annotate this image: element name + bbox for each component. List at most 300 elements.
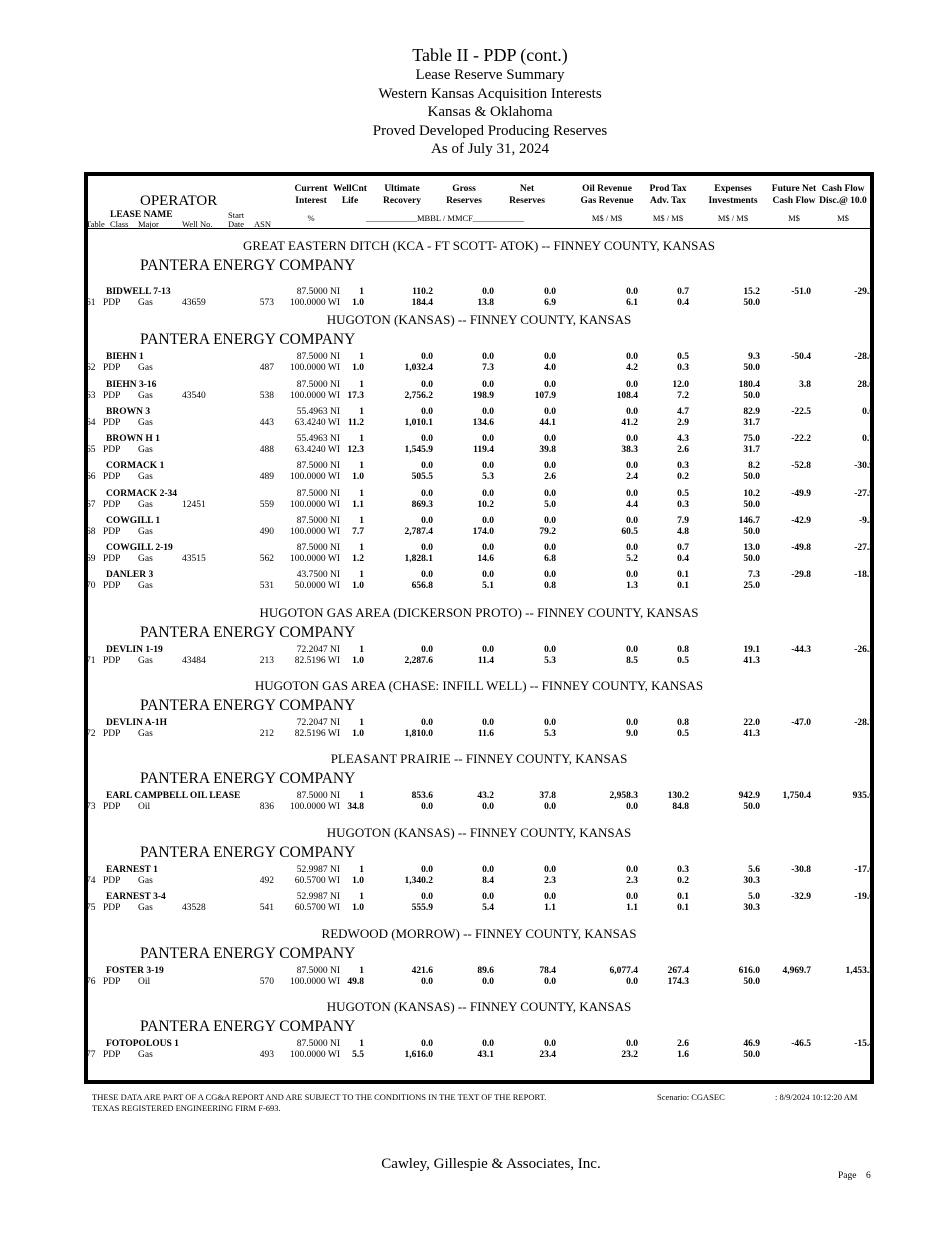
cell-exp2: 31.7 [743,445,760,455]
cell-ult1: 0.0 [421,461,433,471]
cell-table: 76 [86,977,96,987]
cell-tax2: 0.4 [677,298,689,308]
cell-major: Gas [138,298,153,308]
lease-row [86,352,874,376]
cell-rev1: 0.0 [626,718,638,728]
operator-name: PANTERA ENERGY COMPANY [140,331,356,348]
cell-fn: -50.4 [791,352,811,362]
cell-cf: 1,453.3 [845,966,874,976]
cell-cf: 935.0 [852,791,874,801]
cell-exp1: 5.0 [748,892,760,902]
cell-nr1: 0.0 [544,489,556,499]
cell-tax2: 2.6 [677,445,689,455]
cell-nr2: 5.3 [544,656,556,666]
cell-cls: PDP [103,363,121,373]
cell-wellno: 43528 [182,903,206,913]
lease-row [86,1039,874,1063]
cell-gr2: 11.6 [477,729,494,739]
cell-nr2: 0.0 [544,802,556,812]
cell-exp1: 10.2 [743,489,760,499]
cell-exp2: 41.3 [743,656,760,666]
cell-ult2: 656.8 [411,581,433,591]
cell-nr1: 78.4 [539,966,556,976]
cell-exp1: 15.2 [743,287,760,297]
header-units-fn: M$ [788,213,800,223]
cell-exp1: 180.4 [738,380,760,390]
cell-table: 66 [86,472,96,482]
cell-tax1: 2.6 [677,1039,689,1049]
cell-fn: -49.8 [791,543,811,553]
cell-asn: 490 [259,527,274,537]
cell-gr1: 0.0 [482,461,494,471]
cell-ult1: 0.0 [421,892,433,902]
cell-exp1: 46.9 [743,1039,760,1049]
cell-table: 61 [86,298,96,308]
cell-ult1: 0.0 [421,380,433,390]
cell-asn: 570 [259,977,274,987]
cell-nr2: 5.0 [544,500,556,510]
cell-nr1: 0.0 [544,461,556,471]
cell-fn: -42.9 [791,516,811,526]
cell-rev2: 60.5 [621,527,638,537]
cell-name: DEVLIN A-1H [106,718,167,728]
lease-row [86,718,874,742]
cell-ult1: 0.0 [421,352,433,362]
cell-nr1: 0.0 [544,434,556,444]
cell-name: DANLER 3 [106,570,154,580]
cell-wc: 1 [359,352,364,362]
cell-ult2: 869.3 [411,500,433,510]
cell-wc: 1 [359,434,364,444]
cell-gr1: 0.0 [482,380,494,390]
cell-nr1: 0.0 [544,892,556,902]
footer-line: THESE DATA ARE PART OF A CG&A REPORT AND ARE SUBJECT TO THE CONDITIONS IN THE TEXT OF THE REPORT. [92,1092,547,1102]
cell-exp1: 7.3 [748,570,760,580]
cell-asn: 541 [259,903,274,913]
cell-rev2: 6.1 [626,298,638,308]
cell-name: BIDWELL 7-13 [106,287,171,297]
cell-ni: 87.5000 NI [296,1039,340,1049]
cell-gr1: 0.0 [482,645,494,655]
field-header: REDWOOD (MORROW) -- FINNEY COUNTY, KANSAS [321,926,637,941]
header-cash-flow: Cash Flow [772,196,816,206]
field-header: HUGOTON (KANSAS) -- FINNEY COUNTY, KANSAS [326,312,632,327]
cell-cls: PDP [103,527,121,537]
cell-name: COWGILL 2-19 [106,543,173,553]
cell-rev2: 8.5 [626,656,638,666]
cell-ult1: 0.0 [421,516,433,526]
cell-tax2: 0.3 [677,500,689,510]
cell-fn: -44.3 [791,645,811,655]
cell-wi: 63.4240 WI [294,418,340,428]
cell-rev1: 0.0 [626,434,638,444]
cell-exp2: 50.0 [743,472,760,482]
cell-fn: -52.8 [791,461,811,471]
scenario-label: Scenario: CGASEC [657,1092,725,1102]
lease-row [86,380,874,404]
cell-exp2: 31.7 [743,418,760,428]
cell-name: FOSTER 3-19 [106,966,164,976]
cell-gr2: 5.3 [482,472,494,482]
cell-gr1: 89.6 [477,966,494,976]
cell-ult2: 1,545.9 [404,445,433,455]
cell-cls: PDP [103,1050,121,1060]
cell-cf: -28.6 [854,352,874,362]
cell-wc: 1 [359,645,364,655]
cell-ult1: 0.0 [421,543,433,553]
cell-table: 70 [86,581,96,591]
cell-wi: 100.0000 WI [290,977,340,987]
cell-nr1: 0.0 [544,645,556,655]
cell-life: 11.2 [347,418,364,428]
cell-exp1: 75.0 [743,434,760,444]
cell-major: Gas [138,391,153,401]
cell-name: CORMACK 2-34 [106,489,177,499]
lease-row [86,407,874,431]
operator-name: PANTERA ENERGY COMPANY [140,697,356,714]
cell-exp1: 13.0 [743,543,760,553]
cell-rev1: 0.0 [626,352,638,362]
lease-row [86,645,874,669]
cell-asn: 488 [259,445,274,455]
header-start: Start [228,210,245,220]
cell-major: Oil [138,802,151,812]
cell-table: 69 [86,554,96,564]
cell-cls: PDP [103,581,121,591]
cell-wi: 82.5196 WI [294,656,340,666]
cell-nr2: 39.8 [539,445,556,455]
cell-gr2: 13.8 [477,298,494,308]
cell-tax2: 1.6 [677,1050,689,1060]
cell-cf: -18.7 [854,570,874,580]
lease-row [86,489,874,513]
cell-gr1: 0.0 [482,570,494,580]
cell-cls: PDP [103,554,121,564]
cell-wi: 100.0000 WI [290,500,340,510]
operator-name: PANTERA ENERGY COMPANY [140,624,356,641]
cell-ni: 72.2047 NI [296,645,340,655]
cell-ult1: 0.0 [421,434,433,444]
cell-exp2: 30.3 [743,903,760,913]
cell-ult2: 184.4 [411,298,433,308]
cell-gr2: 8.4 [482,876,494,886]
cell-exp2: 50.0 [743,500,760,510]
cell-rev1: 0.0 [626,287,638,297]
cell-rev2: 2.3 [626,876,638,886]
cell-gr2: 134.6 [472,418,494,428]
cell-gr1: 0.0 [482,287,494,297]
cell-nr2: 6.9 [544,298,556,308]
cell-gr1: 0.0 [482,352,494,362]
cell-name: CORMACK 1 [106,461,165,471]
cell-ult2: 1,032.4 [404,363,433,373]
cell-ult2: 1,828.1 [404,554,433,564]
cell-tax2: 0.1 [677,903,689,913]
cell-rev2: 23.2 [621,1050,638,1060]
cell-wc: 1 [359,461,364,471]
cell-nr2: 5.3 [544,729,556,739]
header-life: Life [341,196,359,206]
lease-row [86,516,874,540]
cell-ult2: 0.0 [421,977,433,987]
cell-table: 74 [86,876,96,886]
cell-cf: -29.2 [854,287,874,297]
cell-wi: 60.5700 WI [294,903,340,913]
lease-row [86,966,874,990]
cell-fn: -22.5 [791,407,811,417]
cell-name: EARL CAMPBELL OIL LEASE [106,791,241,801]
cell-gr2: 0.0 [482,977,494,987]
cell-exp2: 50.0 [743,554,760,564]
cell-ni: 43.7500 NI [296,570,340,580]
cell-ult2: 1,616.0 [404,1050,433,1060]
header-gas-revenue: Gas Revenue [580,196,634,206]
cell-rev2: 41.2 [621,418,638,428]
cell-wc: 1 [359,966,364,976]
header-well-no: Well No. [182,219,213,229]
cell-rev1: 0.0 [626,489,638,499]
cell-wi: 100.0000 WI [290,298,340,308]
cell-asn: 212 [259,729,274,739]
cell-life: 1.0 [352,903,364,913]
cell-major: Gas [138,1050,153,1060]
cell-wc: 1 [359,718,364,728]
cell-nr2: 0.8 [544,581,556,591]
cell-major: Gas [138,876,153,886]
lease-row [86,287,874,311]
cell-exp2: 25.0 [743,581,760,591]
cell-ni: 87.5000 NI [296,791,340,801]
operator-name: PANTERA ENERGY COMPANY [140,770,356,787]
cell-wc: 1 [359,489,364,499]
cell-table: 71 [86,656,96,666]
cell-ult1: 853.6 [411,791,433,801]
footer-disclaimer [92,1092,546,1113]
page-label: Page [838,1171,857,1181]
cell-ni: 72.2047 NI [296,718,340,728]
cell-asn: 489 [259,472,274,482]
cell-wellno: 43515 [182,554,206,564]
subtitle-line: As of July 31, 2024 [431,141,549,157]
cell-asn: 573 [259,298,274,308]
lease-row [86,892,874,916]
header-gross: Gross [452,184,476,194]
cell-cf: -15.4 [854,1039,874,1049]
cell-gr2: 7.3 [482,363,494,373]
cell-ni: 87.5000 NI [296,966,340,976]
report-title: Table II - PDP (cont.) [412,45,568,65]
cell-name: EARNEST 3-4 [106,892,166,902]
cell-tax1: 0.8 [677,645,689,655]
cell-life: 5.5 [352,1050,364,1060]
cell-asn: 559 [259,500,274,510]
cell-cf: 28.6 [857,380,874,390]
cell-tax1: 0.5 [677,489,689,499]
cell-fn: 3.8 [799,380,811,390]
cell-ult1: 421.6 [411,966,433,976]
cell-rev2: 9.0 [626,729,638,739]
cell-table: 64 [86,418,96,428]
cell-gr2: 14.6 [477,554,494,564]
header-table: Table [86,219,105,229]
cell-rev1: 0.0 [626,865,638,875]
cell-table: 68 [86,527,96,537]
cell-exp1: 146.7 [738,516,760,526]
cell-nr1: 0.0 [544,407,556,417]
cell-ult2: 2,756.2 [404,391,433,401]
cell-table: 63 [86,391,96,401]
cell-tax2: 4.8 [677,527,689,537]
cell-major: Gas [138,472,153,482]
cell-wi: 50.0000 WI [294,581,340,591]
cell-cls: PDP [103,656,121,666]
cell-major: Oil [138,977,151,987]
cell-exp1: 82.9 [743,407,760,417]
cell-life: 1.0 [352,581,364,591]
cell-exp2: 50.0 [743,391,760,401]
footer-line: TEXAS REGISTERED ENGINEERING FIRM F-693. [92,1102,281,1113]
cell-asn: 538 [259,391,274,401]
lease-row [86,461,874,485]
cell-cf: -19.6 [854,892,874,902]
cell-nr1: 0.0 [544,570,556,580]
cell-gr1: 0.0 [482,516,494,526]
cell-tax2: 0.5 [677,729,689,739]
cell-gr1: 0.0 [482,865,494,875]
header-adv-tax: Adv. Tax [650,196,686,206]
cell-fn: -30.8 [791,865,811,875]
cell-exp2: 50.0 [743,298,760,308]
cell-tax1: 0.8 [677,718,689,728]
cell-life: 1.0 [352,729,364,739]
header-current: Current [294,184,328,194]
page-number [838,1171,871,1181]
operator-name: PANTERA ENERGY COMPANY [140,844,356,861]
header-units-revenue: M$ / M$ [591,213,623,223]
header-cash-flow-disc: Cash Flow [821,184,865,194]
cell-tax2: 0.5 [677,656,689,666]
cell-cls: PDP [103,977,121,987]
cell-gr2: 5.1 [482,581,494,591]
lease-row [86,434,874,458]
cell-ult2: 1,340.2 [404,876,433,886]
cell-major: Gas [138,527,153,537]
operator-name: PANTERA ENERGY COMPANY [140,1018,356,1035]
cell-rev1: 0.0 [626,1039,638,1049]
header-lease-name: LEASE NAME [110,210,173,220]
cell-rev1: 0.0 [626,407,638,417]
header-investments: Investments [708,196,758,206]
cell-nr1: 0.0 [544,1039,556,1049]
cell-wellno: 43540 [182,391,206,401]
cell-name: BIEHN 1 [106,352,144,362]
lease-row [86,791,874,815]
cell-nr2: 23.4 [539,1050,556,1060]
header-asn: ASN [254,219,272,229]
cell-ult1: 110.2 [412,287,433,297]
cell-name: DEVLIN 1-19 [106,645,163,655]
cell-exp1: 19.1 [743,645,760,655]
cell-nr2: 2.3 [544,876,556,886]
cell-ult2: 0.0 [421,802,433,812]
operator-name: PANTERA ENERGY COMPANY [140,257,356,274]
cell-wc: 1 [359,892,364,902]
header-recovery: Recovery [383,196,421,206]
cell-tax1: 0.3 [677,461,689,471]
cell-ult1: 0.0 [421,407,433,417]
cell-rev1: 0.0 [626,543,638,553]
header-expenses: Expenses [714,184,752,194]
cell-tax1: 4.3 [677,434,689,444]
cell-gr1: 43.2 [477,791,494,801]
cell-ult1: 0.0 [421,489,433,499]
cell-exp2: 50.0 [743,802,760,812]
cell-tax2: 0.2 [677,472,689,482]
cell-tax1: 0.3 [677,865,689,875]
cell-fn: -51.0 [791,287,811,297]
cell-fn: 4,969.7 [782,966,811,976]
cell-cls: PDP [103,876,121,886]
cell-rev2: 1.1 [626,903,638,913]
cell-wc: 1 [359,865,364,875]
cell-name: EARNEST 1 [106,865,158,875]
cell-wi: 100.0000 WI [290,1050,340,1060]
cell-nr1: 0.0 [544,543,556,553]
cell-rev1: 0.0 [626,570,638,580]
firm-name: Cawley, Gillespie & Associates, Inc. [381,1156,601,1172]
cell-tax1: 4.7 [677,407,689,417]
header-percent: % [307,213,315,223]
cell-exp2: 50.0 [743,1050,760,1060]
cell-major: Gas [138,445,153,455]
header-oil-revenue: Oil Revenue [582,184,632,194]
cell-nr1: 0.0 [544,865,556,875]
cell-tax1: 0.1 [677,892,689,902]
cell-life: 1.0 [352,472,364,482]
cell-rev1: 0.0 [626,516,638,526]
cell-rev2: 0.0 [626,977,638,987]
cell-cf: 0.7 [862,434,874,444]
cell-cls: PDP [103,391,121,401]
header-wellcnt: WellCnt [333,184,367,194]
cell-life: 7.7 [352,527,364,537]
cell-cf: -28.7 [854,718,874,728]
cell-ult1: 0.0 [421,645,433,655]
cell-exp1: 942.9 [738,791,760,801]
cell-exp2: 50.0 [743,527,760,537]
lease-row [86,570,874,594]
cell-gr1: 0.0 [482,1039,494,1049]
header-net: Net [519,184,535,194]
cell-rev2: 1.3 [626,581,638,591]
page-value: 6 [865,1171,871,1181]
header-interest: Interest [295,196,327,206]
field-header: HUGOTON GAS AREA (DICKERSON PROTO) -- FINNEY COUNTY, KANSAS [259,605,699,620]
cell-major: Gas [138,363,153,373]
cell-asn: 487 [259,363,274,373]
cell-cf: -27.9 [854,489,874,499]
cell-table: 67 [86,500,96,510]
cell-cf: -9.3 [858,516,874,526]
cell-cf: -26.2 [854,645,874,655]
cell-tax2: 0.2 [677,876,689,886]
cell-gr2: 43.1 [477,1050,494,1060]
cell-name: BIEHN 3-16 [106,380,157,390]
cell-rev2: 2.4 [626,472,638,482]
cell-name: BROWN H 1 [106,434,160,444]
cell-rev2: 38.3 [621,445,638,455]
cell-rev2: 108.4 [616,391,638,401]
